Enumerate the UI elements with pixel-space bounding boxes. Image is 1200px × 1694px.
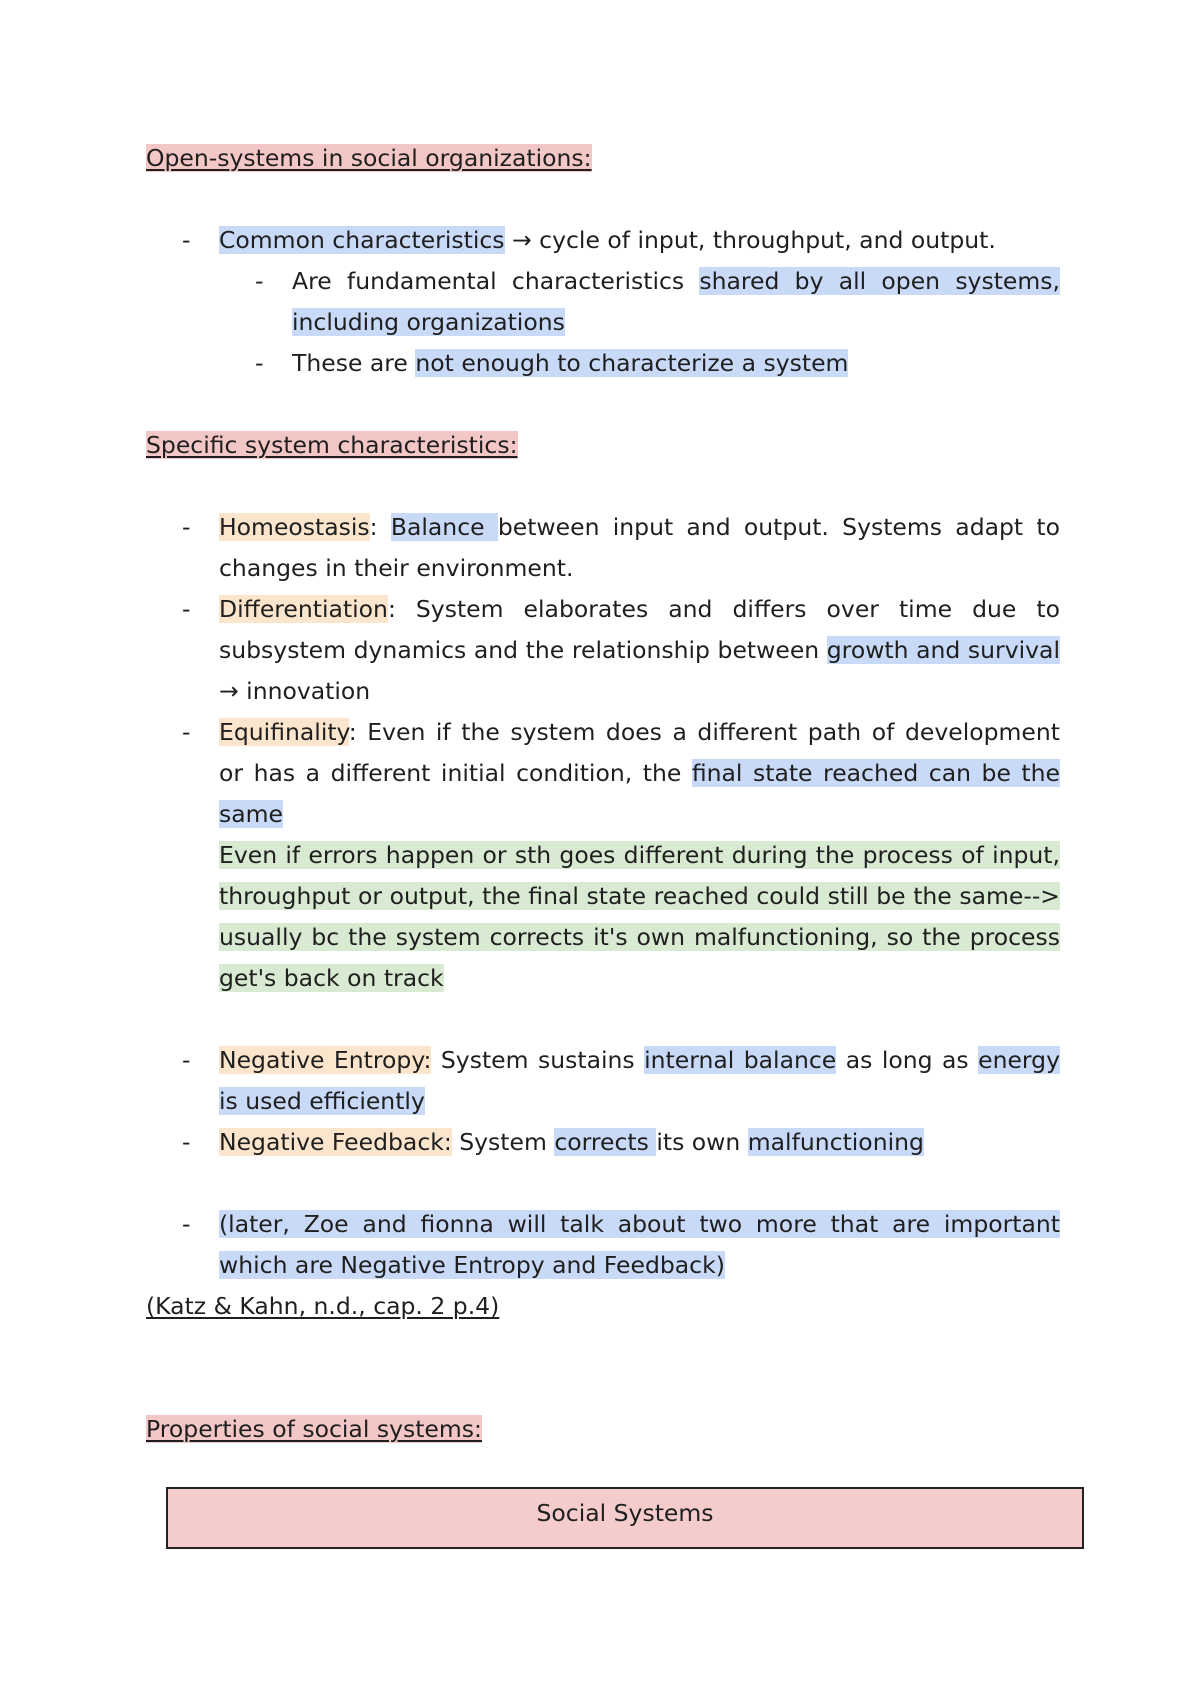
social-systems-table [166,1487,1084,1549]
term-equifinality: Equifinality [219,718,349,746]
list-item-homeostasis: - Homeostasis: Balance between input and output. Systems adapt to changes in their environment. [146,507,1060,589]
term-homeostasis: Homeostasis [219,513,370,541]
heading-specific-characteristics: Specific system characteristics: [146,431,518,459]
table-header-social-systems: Social Systems [536,1499,714,1527]
list-item-later-note [146,1204,1060,1286]
common-characteristics-sublist [219,261,1060,384]
heading-open-systems: Open-systems in social organizations: [146,144,592,172]
later-note-list [146,1204,1060,1286]
citation-line [146,1286,1060,1327]
heading-properties: Properties of social systems: [146,1415,482,1443]
list-item-negative-entropy: - Negative Entropy: System sustains internal balance as long as energy is used efficiently [146,1040,1060,1122]
document-body [146,138,1060,1450]
section-open-systems [146,138,1060,179]
list-item-fundamental: - Are fundamental characteristics shared by all open systems, including organizations [219,261,1060,343]
negative-list [146,1040,1060,1163]
list-item-equifinality: - Equifinality: Even if the system does a different path of development or has a different initial condition, the final state reached can be the same Even if errors happen or sth goes different during the process of input, throughput or output, the final state reached could still be the same--> usually bc the system corrects it's own malfunctioning, so the process get's back on track [146,712,1060,999]
list-item-common-characteristics: - Common characteristics → cycle of input, throughput, and output. - Are fundamental characteristics shared by all open systems, including organizations - These are not enough to characterize a system [146,220,1060,384]
section-specific-characteristics [146,425,1060,466]
term-negative-feedback: Negative Feedback: [219,1128,452,1156]
list-item-negative-feedback: - Negative Feedback: System corrects its own malfunctioning [146,1122,1060,1163]
equifinality-note: Even if errors happen or sth goes different during the process of input, throughput or output, the final state reached could still be the same--> usually bc the system corrects it's own malfunctioning, so the process get's back on track [219,841,1060,992]
term-negative-entropy: Negative Entropy: [219,1046,432,1074]
list-item-differentiation: - Differentiation: System elaborates and differs over time due to subsystem dynamics and the relationship between growth and survival → innovation [146,589,1060,712]
open-systems-list [146,220,1060,384]
specific-characteristics-list [146,507,1060,999]
term-differentiation: Differentiation [219,595,388,623]
section-properties [146,1409,1060,1450]
term-common-characteristics: Common characteristics [219,226,505,254]
later-note: (later, Zoe and fionna will talk about two more that are important which are Negative Entropy and Feedback) [219,1210,1060,1279]
citation: (Katz & Kahn, n.d., cap. 2 p.4) [146,1292,500,1320]
list-item-not-enough: - These are not enough to characterize a system [219,343,1060,384]
